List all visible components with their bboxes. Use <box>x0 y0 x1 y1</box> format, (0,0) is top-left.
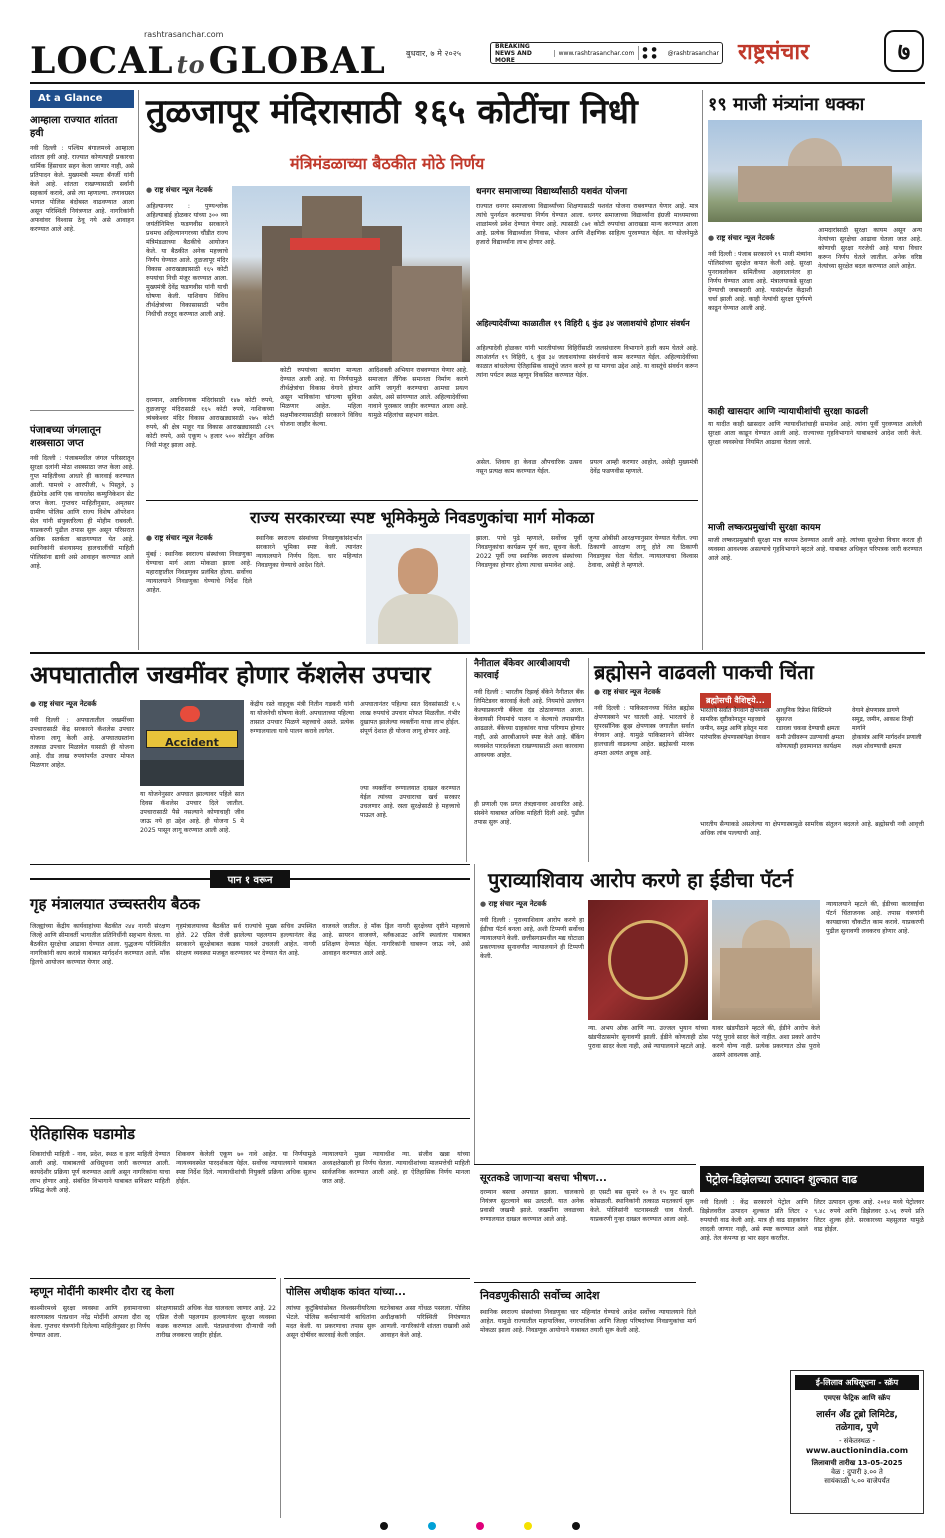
brahmos-feature: पारंपारिक क्षेपणास्त्रांपेक्षा वेगवान <box>700 734 770 741</box>
edition-date: बुधवार, ७ मे २०२५ <box>406 49 462 58</box>
cashless-body5: ज्या व्यक्तींना रुग्णालयात दाखल करण्यात येईल त्यांच्या उपचाराचा खर्च सरकार उचलणार आहे. रस्ता सुरक्षेसाठी हे महत्त्वाचे पाऊल आहे. <box>360 785 460 819</box>
brahmos-feature-col3 <box>852 706 924 751</box>
brahmos-byline: ● राष्ट्र संचार न्यूज नेटवर्क <box>594 688 660 697</box>
minister-portrait-photo <box>366 534 470 644</box>
ad-website[interactable]: www.auctionindia.com <box>805 1446 909 1455</box>
dhangar-subbody: अहिल्यादेवी होळकर यांनी भारतीयांच्या विहिरींसाठी जलसंधारण विभागाने हाती काम घेतले आहे. त्याअंतर्गत १९ विहिरी, ६ कुंड ३४ जलाशयांच्या संवर्धनाचे काम करण्यात येईल. अहिल्यादेवींच्या काळात बांधलेल्या ऐतिहासिक वास्तूंचे जतन करणे हा या मागचा उद्देश आहे. या वास्तूंचे संवर्धन करून त्यांना पर्यटन स्थळ म्हणून विकसित करण्यात येईल. <box>476 345 698 379</box>
lead-subhead: मंत्रिमंडळाच्या बैठकीत मोठे निर्णय <box>290 154 485 173</box>
portrait-shoulders-shape <box>378 594 458 644</box>
ed-body4: न्यायालयाने म्हटले की, ईडीच्या कारवाईचा पॅटर्न चिंताजनक आहे. तपास यंत्रणांनी कायद्याच्या चौकटीत काम करावे. याप्रकरणी पुढील सुनावणी लवकरच होणार आहे. <box>826 901 924 935</box>
brahmos-feature-box <box>700 688 924 816</box>
nainital-right-rule <box>588 658 589 862</box>
police-headline: पोलिस अधीक्षक कांवत यांच्या... <box>286 1287 406 1298</box>
registration-dot <box>428 1522 436 1530</box>
continued-headline: गृह मंत्रालयात उच्चस्तरीय बैठक <box>30 895 200 913</box>
brahmos-feature-col1 <box>700 706 772 742</box>
police-body1: त्यांच्या कुटुंबियांसोबत विश्वसनीयरित्या भेटले. पोलिस कर्मचाऱ्यांनी बाधितांना मदत केली. या प्रकरणाचा तपास सुरू असून दोषींवर कारवाई केली जाईल. <box>286 1305 376 1339</box>
continued-label-line <box>290 878 470 880</box>
ad-time-end: सायंकाळी ५.०० वाजेपर्यंत <box>824 1477 890 1485</box>
registration-marks <box>380 1522 580 1532</box>
auction-ad[interactable] <box>790 1370 924 1514</box>
section-title-mid: to <box>176 50 206 79</box>
surat-body2: हा एसटी बस सुमारे १० ते १५ फूट खाली कोसळली. स्थानिकांनी तत्काळ मदतकार्य सुरू केले. पोलिसांनी घटनास्थळी धाव घेतली. याप्रकरणी गुन्हा दाखल करण्यात आला आहे. <box>590 1189 694 1223</box>
modi-headline: म्हणून मोदींनी काश्मीर दौरा रद्द केला <box>30 1285 174 1298</box>
glance-column <box>30 90 134 650</box>
brahmos-feature: कोणत्याही हवामानात कार्यक्षम <box>776 743 841 750</box>
temple-arch-shape <box>392 266 462 362</box>
section-title-left: LOCAL <box>30 40 174 82</box>
lead-body3: कोटी रुपयांच्या कामांना मान्यता देण्यात आली आहे. या निर्णयामुळे तीर्थक्षेत्रांचा विकास वेगाने होणार असून भाविकांना चांगल्या सुविधा मिळणार आहेत. महिला सक्षमीकरणासाठीही सरकारने विविध योजना जाहीर केल्या. <box>280 367 362 428</box>
petrol-headline: पेट्रोल-डिझेलच्या उत्पादन शुल्कात वाढ <box>706 1172 858 1186</box>
dhangar-headline: धनगर समाजाच्या विद्यार्थ्यांसाठी यशवंत योजना <box>476 187 628 197</box>
brahmos-headline: ब्रह्मोसने वाढवली पाकची चिंता <box>594 660 814 684</box>
surat-headline: सूरतकडे जाणाऱ्या बसचा भीषण... <box>480 1173 607 1184</box>
ministers-sub2-body: माजी लष्करप्रमुखांची सुरक्षा मात्र कायम ठेवण्यात आली आहे. त्यांच्या सुरक्षेचा विचार करता ही व्यवस्था आवश्यक असल्याचे गृहविभागाने म्हटले आहे. याबाबत अधिकृत परिपत्रक जारी करण्यात आले आहे. <box>708 537 922 562</box>
brahmos-feature: होकायंत्र आणि मार्गदर्शन प्रणाली <box>852 734 922 741</box>
modi-body2: संरक्षणासाठी अधिक वेळ घालवला जाणार आहे. 22 एप्रिल रोजी पहलगाम हल्ल्यानंतर सुरक्षा व्यवस्था कडक करण्यात आली. पंतप्रधानांच्या दौऱ्याची नवी तारीख लवकरच जाहीर होईल. <box>156 1305 276 1339</box>
elections2-headline: निवडणुकीसाठी सर्वोच्च आदेश <box>480 1289 600 1302</box>
ed-seal-shape <box>608 920 688 1000</box>
masthead-bar <box>490 42 723 64</box>
brahmos-feature: समुद्र, जमीन, आकाश तिन्ही मार्गाने <box>852 716 914 732</box>
supreme-court-photo <box>708 120 922 222</box>
breaking-label: BREAKING NEWS AND MORE <box>495 42 532 64</box>
elections-body3: झाला. पाचे पुढे म्हणाले, सर्वोच्च पूर्वी निवडणुकांचा कार्यक्रम पूर्ण करा, सूचना केली. 2022 पूर्वी ज्या स्थानिक स्वराज्य संस्थांच्या निवडणुका होणार होत्या त्याचा समावेश आहे. <box>476 535 582 569</box>
ad-location: तळेगाव, पुणे <box>835 1423 879 1433</box>
continued-label-line <box>30 878 210 880</box>
history-top-rule <box>30 1118 470 1119</box>
ad-site-label: - संकेतस्थळ - <box>839 1437 875 1445</box>
registration-dot <box>380 1522 388 1530</box>
masthead <box>0 0 945 84</box>
page-number-badge <box>884 30 924 72</box>
nainital-body: नवी दिल्ली : भारतीय रिझर्व्ह बँकेने नैनीताल बँक लिमिटेडवर कारवाई केली आहे. नियमांचे उल्लंघन केल्याप्रकरणी बँकेला दंड ठोठावण्यात आला. केवायसी नियमांचे पालन न केल्याचे तपासणीत आढळले. बँकेच्या ग्राहकांवर याचा परिणाम होणार नाही, असे आरबीआयने स्पष्ट केले आहे. बँकिंग व्यवस्थेत पारदर्शकता राखण्यासाठी अशा कारवाया आवश्यक आहेत. <box>474 689 584 759</box>
police-left-rule <box>280 1278 281 1518</box>
lead-body2: दरम्यान, अष्टविनायक मंदिरांसाठी १४७ कोटी रुपये, तुळजापूर मंदिरासाठी १६५ कोटी रुपये, नाशिकच्या त्र्यंबकेश्वर मंदिर विकास आराखड्यासाठी २७५ कोटी रुपये, श्री क्षेत्र माहूर गड विकास आराखड्यासाठी ८२९ कोटी रुपये, असे एकूण ५ हजार ५०० कोटींहून अधिक निधी मंजूर झाला आहे. <box>146 397 274 449</box>
accident-photo <box>140 700 244 786</box>
ad-line: एमएस फेट्रिक आणि स्क्रॅप <box>823 1394 891 1402</box>
elections-body2: स्थानिक स्वराज्य संस्थांच्या निवडणुकांसंदर्भात सरकारने भूमिका स्पष्ट केली. त्यानंतर न्यायालयाने निर्णय दिला. चार महिन्यांत निवडणुका घेण्याचे आदेश दिले. <box>256 535 362 569</box>
ministers-body1: नवी दिल्ली : पंजाब सरकारने १९ माजी मंत्र्यांना पोलिसांच्या सुरक्षेत कपात केली आहे. सुरक्षा पुनरावलोकन समितीच्या अहवालानंतर हा निर्णय घेण्यात आला आहे. मंत्रालयाकडे सुरक्षा देण्याची जबाबदारी आहे. यासंदर्भात केंद्राशी चर्चा झाली आहे. काही नेत्यांची सुरक्षा पूर्णपणे काढून घेण्यात आली आहे. <box>708 251 812 312</box>
history-body2: शिकवण केलेली एकूण ७० नावे आहेत. या निर्णयामुळे न्यायव्यवस्थेत पारदर्शकता येईल. सर्वोच्च न्यायालयाने याबाबत स्पष्ट निर्देश दिले. न्यायाधीशांची नियुक्ती प्रक्रिया अधिक सुलभ होईल. <box>176 1151 316 1185</box>
registration-dot <box>476 1522 484 1530</box>
petrol-headline-box <box>700 1166 924 1192</box>
temple-photo <box>232 186 470 362</box>
registration-dot <box>572 1522 580 1530</box>
glance-item1-body: नवी दिल्ली : पश्चिम बंगालमध्ये आम्हाला शांतता हवी आहे. राज्यात कोणत्याही प्रकारचा धार्मिक हिंसाचार सहन केला जाणार नाही, असे प्रतिपादन केले. मुख्यमंत्री ममता बॅनर्जी यांनी केले आहे. शांतता राखण्यासाठी सर्वांनी सहकार्य करावे, असे त्या म्हणाल्या. तणावग्रस्त भागात पोलिस बंदोबस्त वाढवण्यात आला असून परिस्थिती नियंत्रणात आहे. नागरिकांनी अफवांवर विश्वास ठेवू नये असे आवाहन करण्यात आले आहे. <box>30 145 134 233</box>
row3-top-rule <box>30 864 470 865</box>
cashless-byline: ● राष्ट्र संचार न्यूज नेटवर्क <box>30 700 96 709</box>
warning-light-shape <box>180 706 200 722</box>
elections-top-rule <box>146 500 698 501</box>
brahmos-body2: भारतीय सैन्याकडे असलेल्या या क्षेपणास्त्रामुळे सामरिक संतुलन बदलले आहे. ब्रह्मोसची नवी आवृत्ती अधिक लांब पल्ल्याची आहे. <box>700 821 924 837</box>
brahmos-feature: लक्ष्य शोधण्याची क्षमता <box>852 743 902 750</box>
brahmos-feature: सामरिक दृष्टीकोनातून महत्त्वाचे <box>700 716 766 723</box>
history-body3: न्यायालयाने मुख्य न्यायाधीश न्या. संजीव खन्ना यांच्या अध्यक्षतेखाली हा निर्णय घेतला. न्यायाधीशांच्या मालमत्तेची माहिती सार्वजनिक करण्यात आली आहे. हा ऐतिहासिक निर्णय मानला जात आहे. <box>322 1151 470 1185</box>
cashless-body1: नवी दिल्ली : अपघातातील जखमींच्या उपचारासाठी केंद्र सरकारने कॅशलेस उपचार योजना लागू केली आहे. अपघातग्रस्तांना तत्काळ उपचार मिळावेत यासाठी ही योजना आहे. दीड लाख रुपयांपर्यंत उपचार मोफत मिळणार आहेत. <box>30 717 134 769</box>
registration-dot <box>524 1522 532 1530</box>
lead-body4: आदिशक्ती अभियान राबवण्यात येणार आहे. समाजात लैंगिक समानता निर्माण करणे आणि जागृती करण्याचा आमचा प्रयत्न असेल, असे सांगण्यात आले. अहिल्यादेवींच्या नावाने पुरस्कार जाहीर करण्यात आला आहे. यामुळे महिलांचा सहभाग वाढेल. <box>368 367 468 419</box>
glance-divider <box>30 410 134 411</box>
elections-byline: ● राष्ट्र संचार न्यूज नेटवर्क <box>146 534 212 543</box>
brahmos-feature: भारताचे सर्वात वेगवान क्षेपणास्त्र <box>700 707 770 714</box>
page-number: ७ <box>897 37 911 66</box>
accident-sign-shape <box>146 730 238 748</box>
court-photo <box>712 900 820 1020</box>
ad-company: लार्सन अँड टूब्रो लिमिटेड, <box>816 1410 898 1420</box>
ed-body2: न्या. अभय ओक आणि न्या. उज्जल भुयान यांच्या खंडपीठासमोर सुनावणी झाली. ईडीने कोणताही ठोस पुरावा सादर केला नाही, असे न्यायालयाने म्हटले आहे. <box>588 1025 708 1050</box>
continued-body2: गृहमंत्रालयाच्या बैठकीत सर्व राज्यांचे मुख्य सचिव उपस्थित होते. 22 एप्रिल रोजी झालेल्या पहलगाम हल्ल्यानंतर केंद्र सरकारने सुरक्षेबाबत कडक पावले उचलली आहेत. नागरी संरक्षण व्यवस्था मजबूत करण्यावर भर देण्यात येत आहे. <box>176 923 316 957</box>
social-handle[interactable]: @rashtrasanchar <box>667 49 719 57</box>
nainital-headline: नैनीताल बँकेवर आरबीआयची कारवाई <box>474 659 570 681</box>
brand-site: rashtrasanchar.com <box>144 30 224 39</box>
cashless-right-rule <box>466 658 467 862</box>
brahmos-feature: कमी उंचीवरून उडण्याची क्षमता <box>776 734 845 741</box>
temple-sign-shape <box>290 238 380 250</box>
lead-right-rule <box>702 90 703 650</box>
continued-label-bar <box>30 870 470 888</box>
modi-top-rule <box>30 1278 276 1279</box>
police-top-rule <box>284 1278 470 1279</box>
lead-headline: तुळजापूर मंदिरासाठी १६५ कोटींचा निधी <box>146 92 638 132</box>
masthead-rule <box>30 82 925 84</box>
cashless-headline: अपघातातील जखमींवर होणार कॅशलेस उपचार <box>30 661 431 689</box>
court-building-shape <box>738 166 892 202</box>
lead-byline: ● राष्ट्र संचार न्यूज नेटवर्क <box>146 186 212 195</box>
continued-label: पान १ वरून <box>210 870 291 888</box>
brahmos-feature-col2 <box>776 706 848 751</box>
elections-headline: राज्य सरकारच्या स्पष्ट भूमिकेमुळे निवडणुकांचा मार्ग मोकळा <box>249 508 595 527</box>
glance-item1-title: आम्हाला राज्यात शांतता हवी <box>30 115 118 139</box>
petrol-body2: लिटर उत्पादन शुल्क आहे. २०१४ मध्ये पेट्रोलवर ९.४८ रुपये आणि डिझेलवर ३.५६ रुपये प्रति लिटर शुल्क होते. सरकारच्या महसुलात यामुळे वाढ होईल. <box>814 1199 924 1233</box>
cashless-body2: या योजनेनुसार अपघात झाल्यावर पहिले सात दिवस कॅशलेस उपचार दिले जातील. उपचारासाठी पैसे नसल्याने कोणाचाही जीव जाऊ नये हा उद्देश आहे. ही योजना 5 मे 2025 पासून लागू करण्यात आली आहे. <box>140 791 244 834</box>
paper-name-logo: राष्ट्रसंचार <box>738 40 810 65</box>
glance-item2-title: पंजाबच्या जंगलातून शस्त्रसाठा जप्त <box>30 425 101 449</box>
ministers-sub2-headline: माजी लष्करप्रमुखांची सुरक्षा कायम <box>708 523 821 533</box>
brahmos-feature: आधुनिक रिफ्रेश सिस्टिमने सुसज्ज <box>776 707 832 723</box>
lead-body1: अहिल्यानगर : पुण्यश्लोक अहिल्याबाई होळकर यांच्या ३०० व्या जयंतीनिमित्त फडणवीस सरकारने प्रथमच अहिल्यानगरच्या चौंडीत राज्य मंत्रिमंडळाच्या बैठकीचे आयोजन केले. या बैठकीत अनेक महत्त्वाचे निर्णय घेण्यात आले. तुळजापूर मंदिर विकास आराखड्यासाठी १६५ कोटी रुपयांचा निधी मंजूर करण्यात आला. मुख्यमंत्री देवेंद्र फडणवीस यांनी याची घोषणा केली. याशिवाय विविध तीर्थक्षेत्रांच्या विकासासाठी भरीव निधीची तरतूद करण्यात आली आहे. <box>146 203 228 318</box>
surat-body1: दरम्यान बसचा अपघात झाला. चालकाचे नियंत्रण सुटल्याने बस उलटली. यात अनेक प्रवासी जखमी झाले. जखमींना जवळच्या रुग्णालयात दाखल करण्यात आले आहे. <box>480 1189 584 1223</box>
ed-body1: नवी दिल्ली : पुराव्याशिवाय आरोप करणे हा ईडीचा पॅटर्न बनला आहे, अशी टिप्पणी सर्वोच्च न्यायालयाने केली. छत्तीसगडमधील मद्य घोटाळा प्रकरणाच्या सुनावणीत न्यायालयाने ही टिप्पणी केली. <box>480 917 584 960</box>
ministers-headline: १९ माजी मंत्र्यांना धक्का <box>708 94 865 115</box>
cashless-body3: केंद्रीय रस्ते वाहतूक मंत्री नितीन गडकरी यांनी या योजनेची घोषणा केली. अपघाताच्या पहिल्या तासात उपचार मिळणे महत्त्वाचे असते. प्रत्येक रुग्णालयाला याचे पालन करावे लागेल. <box>250 701 354 735</box>
section-title-right: GLOBAL <box>208 40 386 82</box>
history-headline: ऐतिहासिक घडामोड <box>30 1125 136 1143</box>
glance-item2-body: नवी दिल्ली : पंजाबमधील जंगल परिसरातून सुरक्षा दलांनी मोठा शस्त्रसाठा जप्त केला आहे. गुप्त माहितीच्या आधारे ही कारवाई करण्यात आली. यामध्ये २ आरपीजी, ५ पिस्तुले, ३ हँडग्रेनेड आणि एक वायरलेस कम्युनिकेशन सेट जप्त केला. गुप्तचर माहितीनुसार, अमृतसर ग्रामीण पोलिस आणि राज्य विशेष ऑपरेशन सेल यांनी संयुक्तरित्या ही मोहीम राबवली. याप्रकरणी पुढील तपास सुरू असून परिसरात अधिक सतर्कता बाळगण्यात येत आहे. स्थानिकांनी संशयास्पद हालचालींची माहिती पोलिसांना द्यावी असे आवाहन करण्यात आले आहे. <box>30 455 134 570</box>
petrol-body1: नवी दिल्ली : केंद्र सरकारने पेट्रोल आणि डिझेलवरील उत्पादन शुल्कात प्रति लिटर २ रुपयांची वाढ केली आहे. मात्र ही वाढ ग्राहकांवर लादली जाणार नाही, असे स्पष्ट करण्यात आले आहे. तेल कंपन्या हा भार सहन करतील. <box>700 1199 808 1242</box>
dhangar-subheadline: अहिल्यादेवींच्या काळातील १९ विहिरी ६ कुंड ३४ जलाशयांचे होणार संवर्धन <box>476 319 690 328</box>
elections2-top-rule <box>474 1282 696 1283</box>
ed-left-rule <box>474 864 475 1164</box>
brahmos-feature: वेगाने क्षेपणास्त्र डागणे <box>852 707 900 714</box>
accident-road-shape <box>140 760 244 786</box>
modi-body1: काश्मीरमध्ये सुरक्षा व्यवस्था आणि हवामानाच्या कारणास्तव पंतप्रधान नरेंद्र मोदींनी आपला दौरा रद्द केला. गुप्तचर यंत्रणांनी दिलेल्या माहितीनुसार हा निर्णय घेण्यात आला. <box>30 1305 150 1339</box>
ministers-sub1-body: या यादीत काही खासदार आणि न्यायाधीशांचाही समावेश आहे. त्यांना पूर्वी पुरवण्यात आलेली सुरक्षा आता काढून घेण्यात आली आहे. राज्याच्या गृहविभागाने याबाबतचे आदेश जारी केले. सुरक्षा व्यवस्थेचा नियमित आढावा घेतला जातो. <box>708 421 922 446</box>
elections-body4: जुन्या ओबीसी आरक्षणानुसार घेण्यात येतील. ज्या ठिकाणी आरक्षण लागू होते त्या ठिकाणी निवडणुका घेता येतील. न्यायालयाचा विश्वास ठेवावा, असेही ते म्हणाले. <box>588 535 698 569</box>
continued-body3: वाजवले जातील. हे मॉक ड्रिल नागरी सुरक्षेच्या दृष्टीने महत्त्वाचे आहे. सायरन वाजवणे, ब्लॅकआउट आणि स्थलांतर याबाबत प्रशिक्षण देण्यात येईल. नागरिकांनी घाबरून जाऊ नये, असे आवाहन करण्यात आले आहे. <box>322 923 470 957</box>
continued-body1: जिल्ह्यांच्या केंद्रीय कार्यवाहांच्या बैठकीत २४४ नागरी संरक्षण जिल्हे आणि सीमावर्ती भागातील प्रतिनिधींनी सहभाग घेतला. या बैठकीत सुरक्षेचा आढावा घेण्यात आला. युद्धजन्य परिस्थितीत नागरिकांनी काय करावे याबाबत मार्गदर्शन करण्यात आले. मॉक ड्रिलचे आयोजन करण्यात येणार आहे. <box>30 923 170 966</box>
ed-body3: यावर खंडपीठाने म्हटले की, ईडीने आरोप केले परंतु पुरावे सादर केले नाहीत. अशा प्रकारे आरोप करणे योग्य नाही. प्रत्येक प्रकरणात ठोस पुरावे असणे आवश्यक आहे. <box>712 1025 820 1059</box>
history-body1: शिकारांची माहिती - नाव, प्रदेश, स्थळ व इतर माहिती देण्यात आली आहे. याबाबतची अधिसूचना जारी करण्यात आली. कायदेशीर प्रक्रिया पूर्ण करण्यात आली असून नागरिकांना याचा लाभ होणार आहे. संबंधित विभागाने याबाबत सविस्तर माहिती प्रसिद्ध केली आहे. <box>30 1151 170 1194</box>
section-title <box>30 40 386 82</box>
dhangar-subbody3: प्रयत्न आम्ही करणार आहोत, असेही मुख्यमंत्री देवेंद्र फडणवीस म्हणाले. <box>590 459 698 475</box>
dhangar-subbody2: असेल. शिवाय हा केवळ औपचारिक उत्सव नसून प्रत्यक्ष काम करण्यात येईल. <box>476 459 582 475</box>
portrait-head-shape <box>398 548 438 596</box>
court-dome-shape <box>788 138 842 168</box>
police-body2: घटनेबाबत असा गोंधळ पसरला. पोलिस अधीक्षकांनी परिस्थिती नियंत्रणात आणली. नागरिकांनी शांतता राखावी असे आवाहन केले आहे. <box>380 1305 470 1339</box>
website-link[interactable]: www.rashtrasanchar.com <box>554 50 639 57</box>
glance-column-rule <box>138 90 139 650</box>
ad-title: ई-लिलाव अधिसूचना - स्क्रॅप <box>795 1375 919 1390</box>
ad-time: वेळ : दुपारी ३.०० ते <box>831 1468 883 1476</box>
ed-headline: पुराव्याशिवाय आरोप करणे हा ईडीचा पॅटर्न <box>488 868 793 892</box>
court-dome2-shape <box>742 920 790 948</box>
court-facade-shape <box>720 948 812 1008</box>
dhangar-body: राज्यात धनगर समाजाच्या विद्यार्थ्यांच्या शिक्षणासाठी यशवंत योजना राबवण्यात येणार आहे. मात्र त्यांचे पुनर्गठन करण्याचा निर्णय घेण्यात आला. धनगर समाजाच्या विद्यार्थ्यांना इंग्रजी माध्यमाच्या शाळांमध्ये प्रवेश देण्यात येणार आहे. त्यासाठी ८७१ कोटी रुपयांचा आराखडा मान्य करण्यात आला आहे. प्रत्येक विद्यार्थ्याला निवास, भोजन आणि शैक्षणिक साहित्य पुरवण्यात येईल. या योजनेमुळे हजारो विद्यार्थ्यांना लाभ होणार आहे. <box>476 203 698 246</box>
row2-top-rule <box>30 652 925 654</box>
elections2-body: स्थानिक स्वराज्य संस्थांच्या निवडणुका चार महिन्यांत घेण्याचे आदेश सर्वोच्च न्यायालयाने दिले आहेत. यामुळे राज्यातील महापालिका, नगरपालिका आणि जिल्हा परिषदांच्या निवडणुकांचा मार्ग मोकळा झाला आहे. निवडणूक आयोगाने याबाबत तयारी सुरू केली आहे. <box>480 1309 696 1334</box>
ministers-byline: ● राष्ट्र संचार न्यूज नेटवर्क <box>708 234 774 243</box>
brahmos-box-title: ब्रह्मोसची वैशिष्ट्ये... <box>700 693 771 708</box>
nainital-body2: ही प्रणाली एक प्रगत तंत्रज्ञानावर आधारित आहे. संस्थेने याबाबत अधिक माहिती दिली आहे. पुढील तपास सुरू आहे. <box>474 801 584 826</box>
glance-label: At a Glance <box>30 90 134 108</box>
elections-body1: मुंबई : स्थानिक स्वराज्य संस्थांच्या निवडणुका घेण्याचा मार्ग आता मोकळा झाला आहे. महाराष्ट्रातील निवडणुका प्रलंबित होत्या. सर्वोच्च न्यायालयाने निवडणुका घेण्याचे निर्देश दिले आहेत. <box>146 551 252 594</box>
surat-top-rule <box>474 1164 696 1165</box>
cashless-body4: अपघातानंतर पहिल्या सात दिवसांसाठी १.५ लाख रुपयांचे उपचार मोफत मिळतील. गंभीर दुखापत झालेल्या व्यक्तींना याचा लाभ होईल. संपूर्ण देशात ही योजना लागू होणार आहे. <box>360 701 460 735</box>
accident-photo-label: Accident <box>165 736 219 749</box>
brahmos-feature: रडारला चकवा देण्याची क्षमता <box>776 725 840 732</box>
ministers-body2: आमदारांसाठी सुरक्षा कायम असून अन्य नेत्यांच्या सुरक्षेचा आढावा घेतला जात आहे. कोणाची सुरक्षा गरजेची आहे याचा विचार करून निर्णय घेतले जातील. अनेक वरिष्ठ नेत्यांच्या सुरक्षेत बदल करण्यात आले आहेत. <box>818 227 922 270</box>
ad-date: लिलावाची तारीख 13-05-2025 <box>811 1459 903 1467</box>
ed-photo <box>588 900 708 1020</box>
ministers-sub1-headline: काही खासदार आणि न्यायाधीशांची सुरक्षा काढली <box>708 407 869 417</box>
social-icons: ● ● ● ● <box>638 46 664 60</box>
brahmos-feature: जमीन, समुद्र आणि हवेतून मारा <box>700 725 768 732</box>
ed-byline: ● राष्ट्र संचार न्यूज नेटवर्क <box>480 900 546 909</box>
brahmos-body1: नवी दिल्ली : पाकिस्तानच्या चिंतेत ब्रह्मोस क्षेपणास्त्राने भर घातली आहे. भारताचे हे सुपरसॉनिक क्रूझ क्षेपणास्त्र जगातील सर्वात वेगवान आहे. यामुळे पाकिस्तानने सीमेवर हालचाली वाढवल्या आहेत. ब्रह्मोसची मारक क्षमता अत्यंत अचूक आहे. <box>594 705 694 757</box>
